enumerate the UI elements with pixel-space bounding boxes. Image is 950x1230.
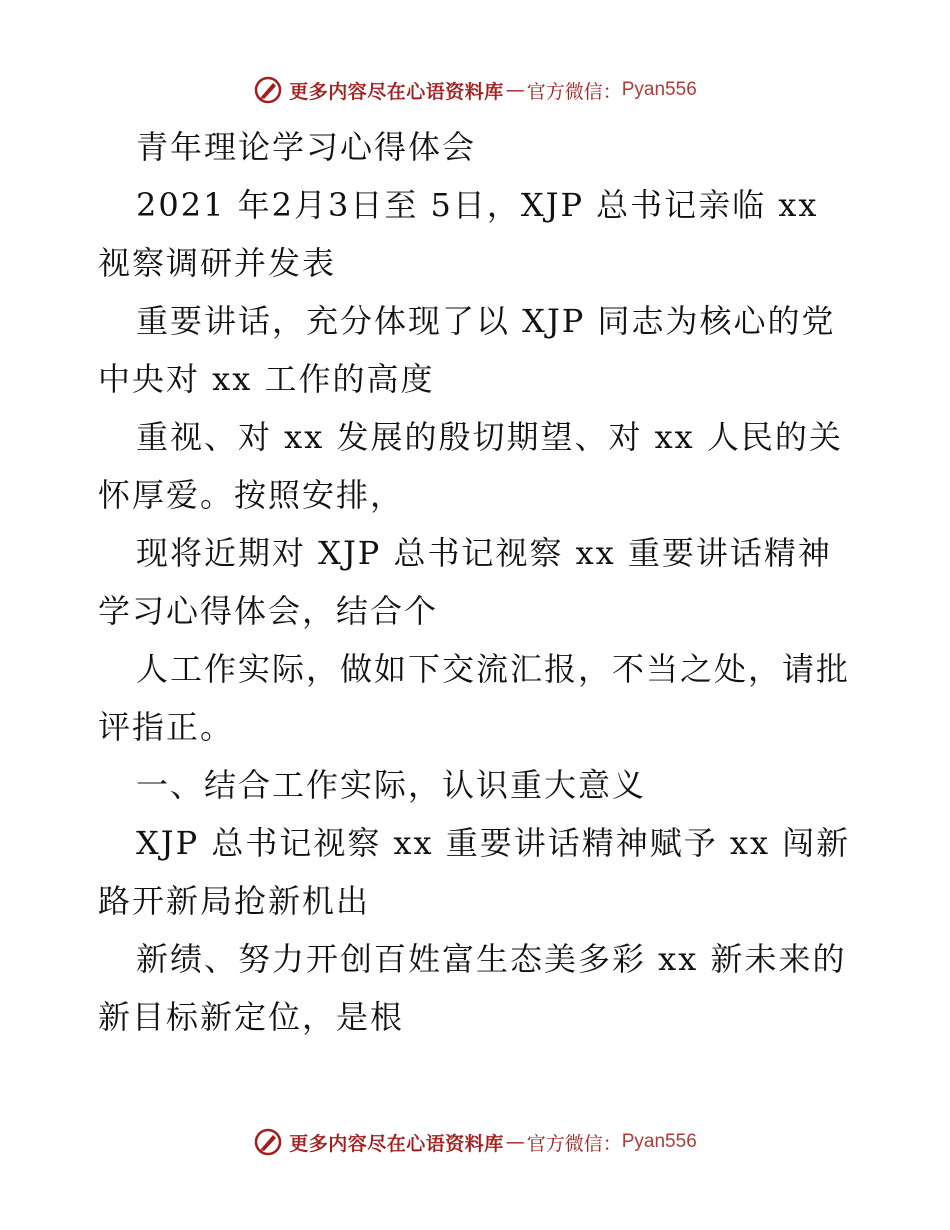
watermark-text: 更多内容尽在心语资料库 (289, 1132, 504, 1155)
section-heading: 一、结合工作实际，认识重大意义 (136, 766, 647, 804)
paragraph: 重视、对 xx 发展的殷切期望、对 xx 人民的关怀厚爱。按照安排， (98, 418, 843, 514)
watermark-separator: — (505, 1131, 525, 1153)
quill-pen-icon (253, 75, 283, 105)
watermark-footer (0, 1122, 950, 1162)
document-title: 青年理论学习心得体会 (136, 128, 477, 166)
watermark-wechat-id: Pyan556 (621, 1131, 697, 1152)
paragraph: 重要讲话，充分体现了以 XJP 同志为核心的党中央对 xx 工作的高度 (98, 302, 836, 398)
paragraph: 现将近期对 XJP 总书记视察 xx 重要讲话精神学习心得体会，结合个 (98, 534, 832, 630)
quill-pen-icon (253, 1127, 283, 1157)
watermark-text: 更多内容尽在心语资料库 (289, 80, 504, 103)
watermark-wechat-label: 官方微信： (526, 1132, 622, 1155)
watermark-wechat-label: 官方微信： (526, 80, 622, 103)
document-body (98, 118, 858, 1046)
watermark-header (0, 70, 950, 110)
paragraph: XJP 总书记视察 xx 重要讲话精神赋予 xx 闯新路开新局抢新机出 (98, 824, 851, 920)
paragraph: 2021 年2月3日至 5日，XJP 总书记亲临 xx 视察调研并发表 (98, 186, 831, 282)
watermark-separator: — (505, 79, 525, 101)
paragraph: 新绩、努力开创百姓富生态美多彩 xx 新未来的新目标新定位，是根 (98, 940, 847, 1036)
watermark-wechat-id: Pyan556 (621, 79, 697, 100)
paragraph: 人工作实际，做如下交流汇报，不当之处，请批评指正。 (98, 650, 851, 746)
